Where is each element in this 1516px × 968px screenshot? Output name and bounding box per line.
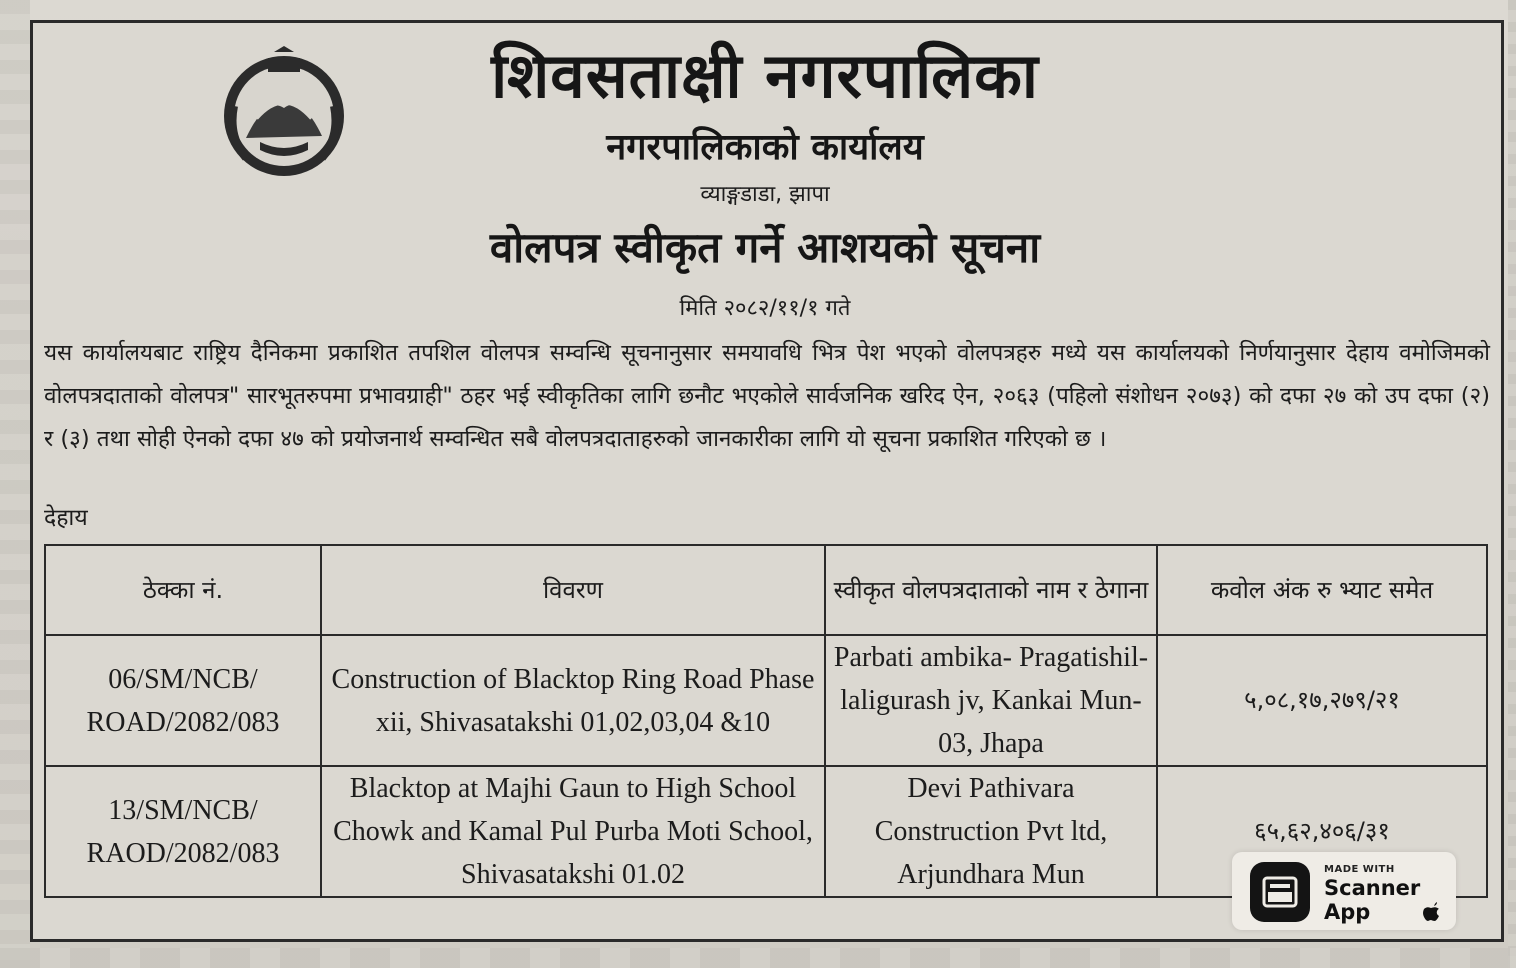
cell-contract-no: 06/SM/NCB/ ROAD/2082/083: [45, 635, 321, 766]
notice-paragraph: यस कार्यालयबाट राष्ट्रिय दैनिकमा प्रकाशित तपशिल वोलपत्र सम्वन्धि सूचनानुसार समयावधि भित्र पेश भएको वोलपत्रहरु मध्ये यस कार्यालयको निर्णयानुसार देहाय वमोजिमको वोलपत्रदाताको वोलपत्र" सारभूतरुपमा प्रभावग्राही" ठहर भई स्वीकृतिका लागि छनौट भएकोले सार्वजनिक खरिद ऐन, २०६३ (पहिलो संशोधन २०७३) को दफा २७ को उप दफा (२) र (३) तथा सोही ऐनको दफा ४७ को प्रयोजनार्थ सम्वन्धित सबै वोलपत्रदाताहरुको जानकारीका लागि यो सूचना प्रकाशित गरिएको छ ।: [44, 340, 1490, 452]
notice-title: वोलपत्र स्वीकृत गर्ने आशयको सूचना: [489, 223, 1041, 272]
cell-amount: ६५,६२,४०६/३१: [1157, 766, 1487, 897]
notice-date: मिति २०८२/११/१ गते: [679, 296, 851, 321]
cell-bidder: Devi Pathivara Construction Pvt ltd, Arjundhara Mun: [825, 766, 1157, 897]
adjacent-column-left: [0, 0, 30, 968]
adjacent-column-right: [1508, 0, 1516, 968]
cell-amount: ५,०८,१७,२७९/२१: [1157, 635, 1487, 766]
header-amount: कवोल अंक रु भ्याट समेत: [1157, 545, 1487, 635]
cell-contract-no: 13/SM/NCB/ RAOD/2082/083: [45, 766, 321, 897]
apple-logo-icon: [1422, 902, 1440, 922]
scanner-app-icon: [1250, 862, 1310, 922]
contract-table: [44, 544, 1488, 898]
watermark-made-with: MADE WITH: [1324, 864, 1395, 875]
adjacent-strip-bottom: [0, 948, 1516, 968]
nepal-government-emblem-icon: [216, 46, 352, 182]
header-contract-no: ठेक्का नं.: [45, 545, 321, 635]
dehay-label: देहाय: [44, 505, 88, 531]
header-description: विवरण: [321, 545, 825, 635]
office-title: नगरपालिकाको कार्यालय: [606, 127, 924, 168]
office-address: व्याङ्गडाडा, झापा: [700, 182, 830, 207]
cell-bidder: Parbati ambika- Pragatishil-laligurash jv, Kankai Mun-03, Jhapa: [825, 635, 1157, 766]
cell-description: Construction of Blacktop Ring Road Phase xii, Shivasatakshi 01,02,03,04 &10: [321, 635, 825, 766]
municipality-title: शिवसताक्षी नगरपालिका: [491, 39, 1039, 112]
watermark-app-name: Scanner App: [1324, 876, 1421, 924]
cell-description: Blacktop at Majhi Gaun to High School Chowk and Kamal Pul Purba Moti School, Shivasatakshi 01.02: [321, 766, 825, 897]
table-header-row: [45, 545, 1487, 635]
scanner-app-watermark: [1232, 852, 1456, 930]
header-bidder: स्वीकृत वोलपत्रदाताको नाम र ठेगाना: [825, 545, 1157, 635]
table-row: [45, 635, 1487, 766]
